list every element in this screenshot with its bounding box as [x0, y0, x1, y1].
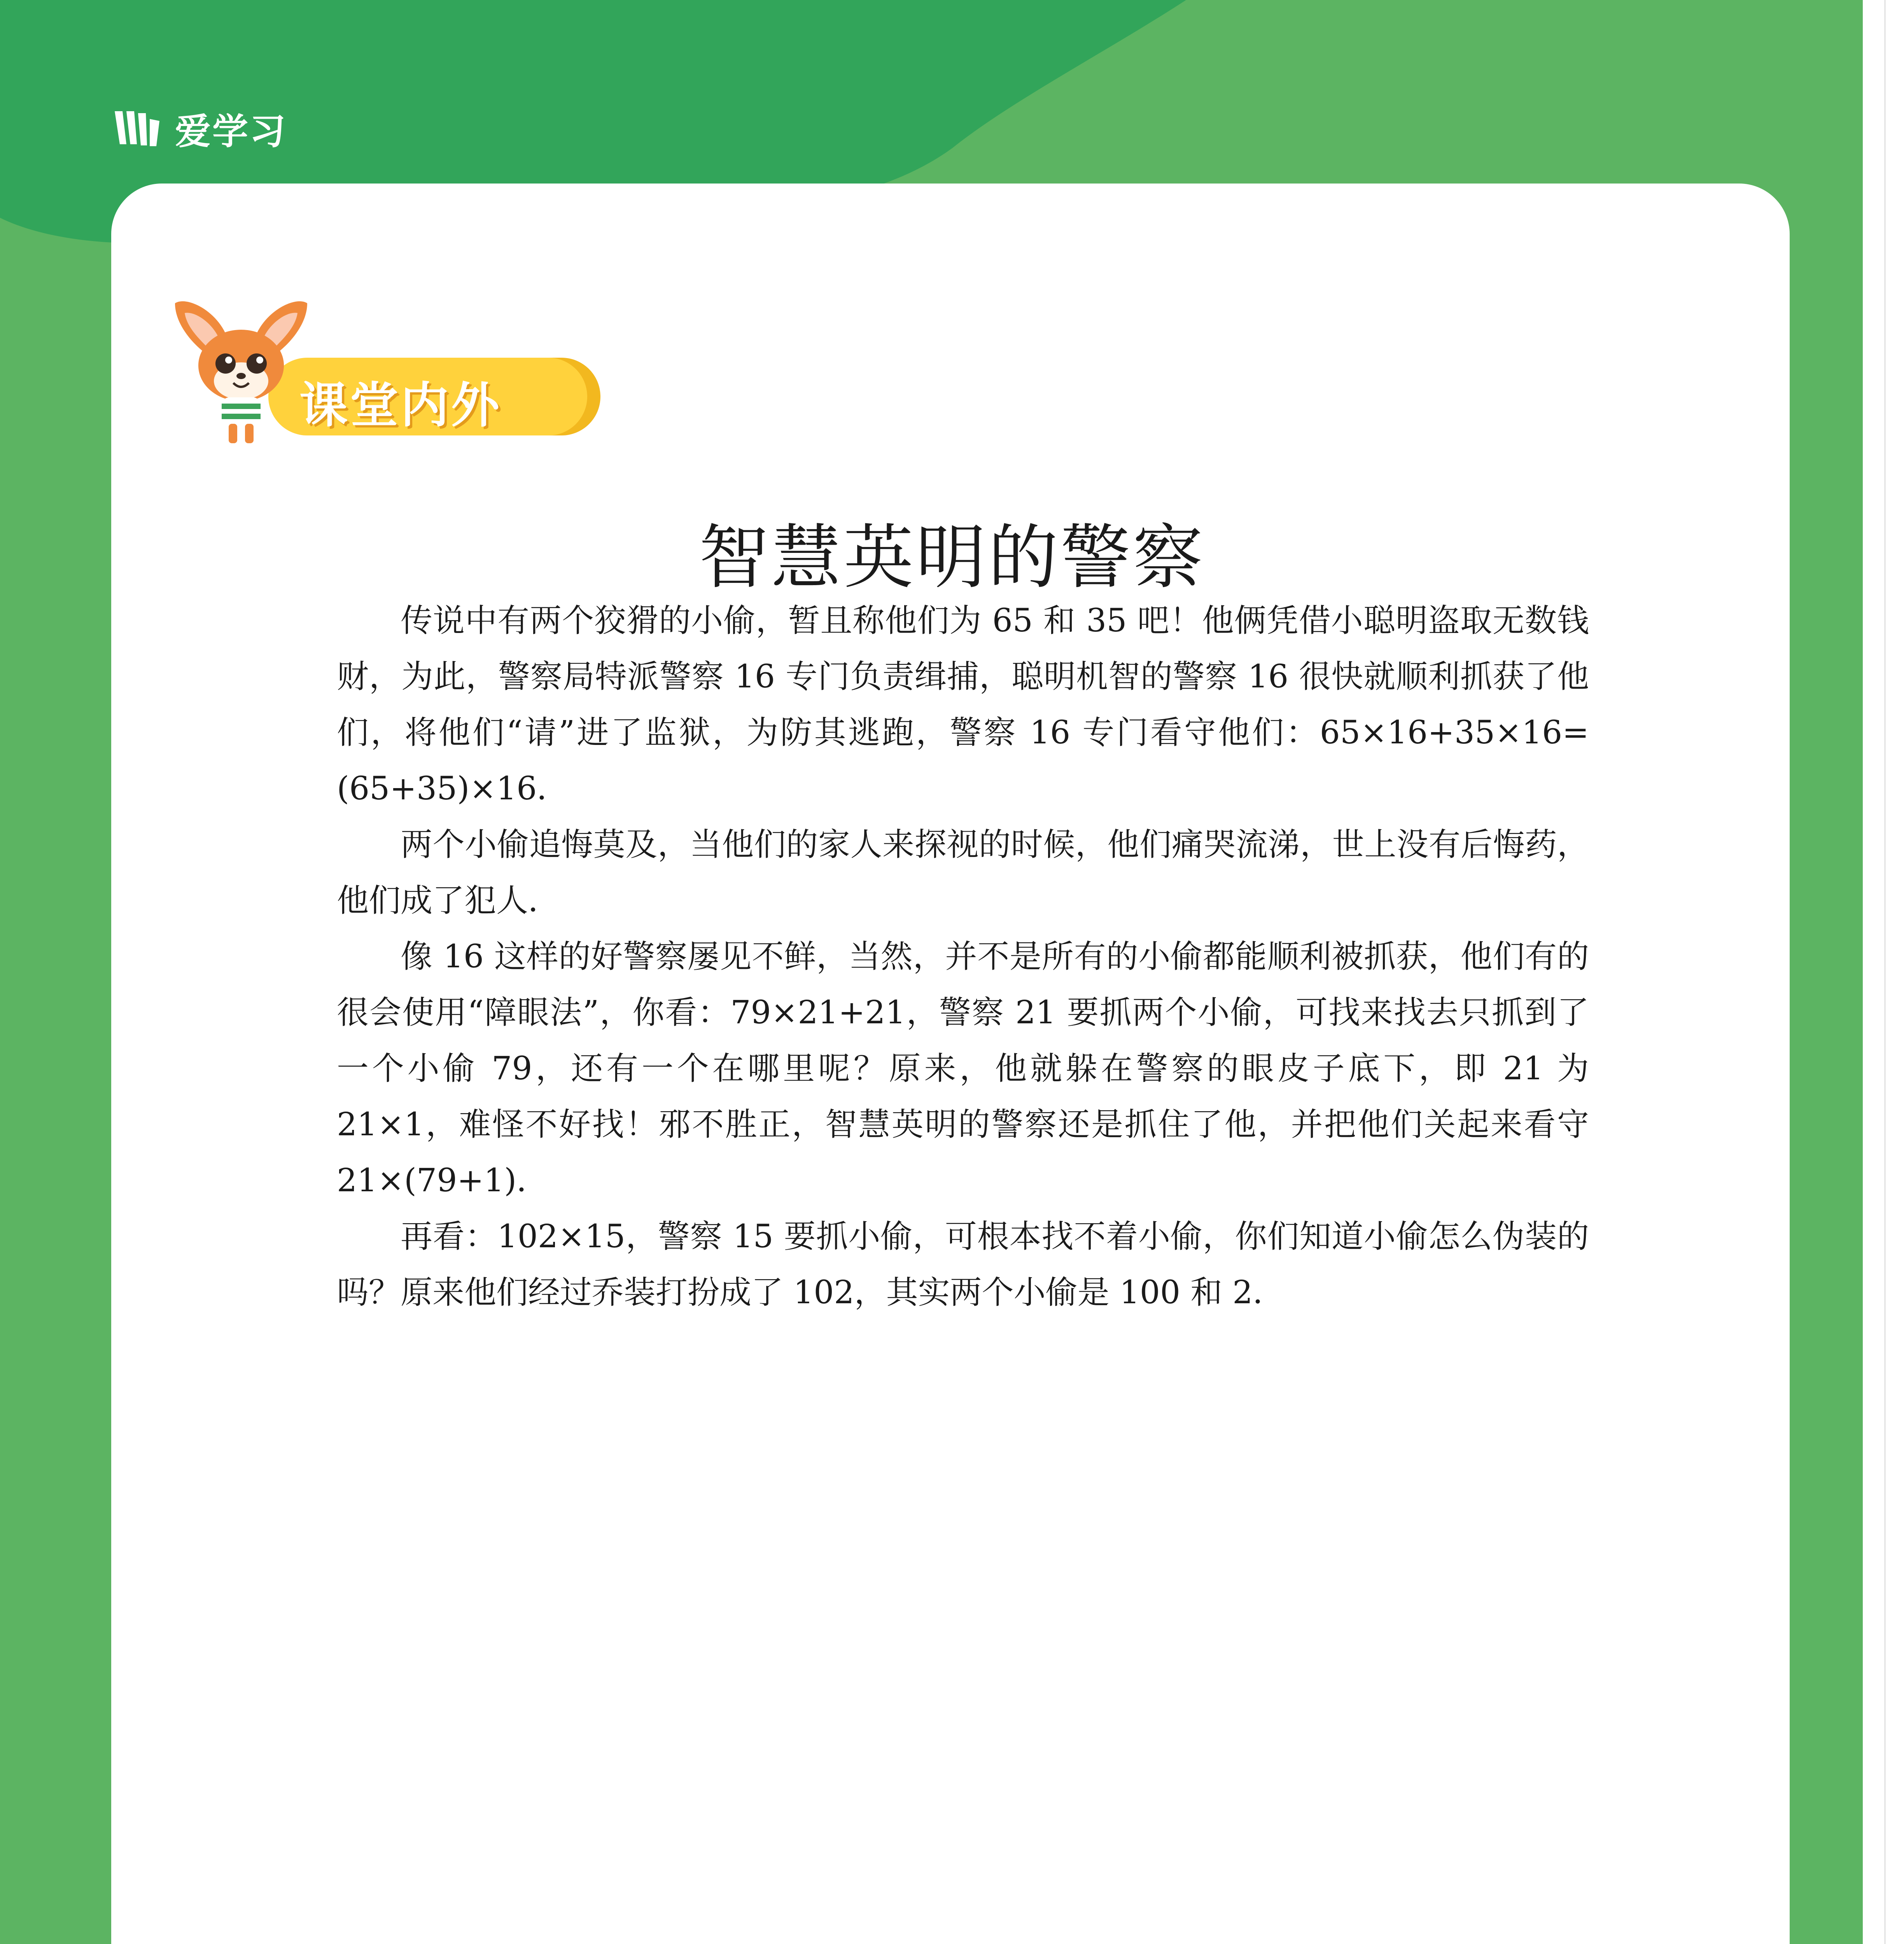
brand-logo [113, 103, 287, 154]
section-badge [163, 295, 599, 451]
paragraph-2: 两个小偷追悔莫及，当他们的家人来探视的时候，他们痛哭流涕，世上没有后悔药，他们成了犯人． [337, 826, 1589, 919]
page-right-margin [1863, 0, 1904, 1944]
brand-logo-icon [113, 103, 163, 154]
section-badge-label: 课堂内外 [299, 378, 502, 434]
article-body [337, 593, 1589, 1321]
page-edge-line [1884, 0, 1886, 1944]
paragraph-4: 再看：102×15，警察 15 要抓小偷，可根本找不着小偷，你们知道小偷怎么伪装的吗？原来他们经过乔装打扮成了 102，其实两个小偷是 100 和 2． [337, 1218, 1589, 1311]
paragraph-3: 像 16 这样的好警察屡见不鲜，当然，并不是所有的小偷都能顺利被抓获，他们有的很会使用“障眼法”，你看：79×21+21，警察 21 要抓两个小偷，可找来找去只抓到了一个小偷 79，还有一个在哪里呢？原来，他就躲在警察的眼皮子底下，即 21 为 21×1，难怪不好找！邪不胜正，智慧英明的警察还是抓住了他，并把他们关起来看守 21×(79+1)． [337, 938, 1589, 1199]
article-title: 智慧英明的警察 [698, 517, 1205, 598]
paragraph-1: 传说中有两个狡猾的小偷，暂且称他们为 65 和 35 吧！他俩凭借小聪明盗取无数钱财，为此，警察局特派警察 16 专门负责缉捕，聪明机智的警察 16 很快就顺利抓获了他们，将他们“请”进了监狱，为防其逃跑，警察 16 专门看守他们：65×16+35×16=(65+35)×16． [337, 602, 1589, 807]
fox-mascot-icon [163, 295, 319, 451]
brand-name: 爱学习 [175, 111, 287, 152]
